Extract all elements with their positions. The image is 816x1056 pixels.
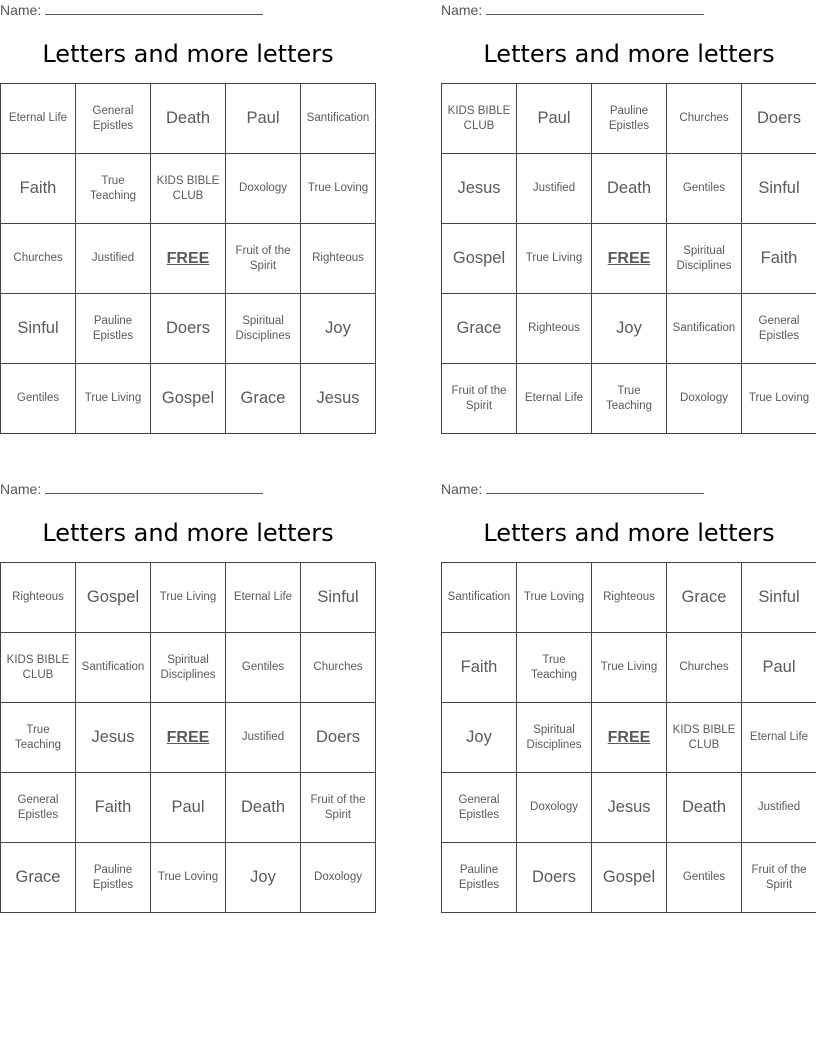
grid-row [1, 703, 376, 773]
bingo-cell: Gentiles [667, 154, 742, 224]
grid-row [1, 154, 376, 224]
grid-row [1, 633, 376, 703]
name-label: Name: [0, 2, 42, 18]
bingo-cell: True Teaching [1, 703, 76, 773]
bingo-cell: Doxology [667, 364, 742, 434]
bingo-cell: Gospel [151, 364, 226, 434]
bingo-cell: Justified [226, 703, 301, 773]
bingo-cell: Death [151, 84, 226, 154]
bingo-cell: True Living [592, 633, 667, 703]
bingo-cell: KIDS BIBLE CLUB [442, 84, 517, 154]
card-title: Letters and more letters [483, 40, 775, 68]
grid-row [442, 84, 816, 154]
bingo-cell: Eternal Life [517, 364, 592, 434]
bingo-cell: Righteous [301, 224, 376, 294]
bingo-cell: Grace [1, 843, 76, 913]
bingo-cell: Doers [517, 843, 592, 913]
grid-row [442, 773, 816, 843]
bingo-cell: Grace [442, 294, 517, 364]
bingo-cell: Joy [442, 703, 517, 773]
bingo-cell: Fruit of the Spirit [226, 224, 301, 294]
bingo-cell: Gospel [76, 563, 151, 633]
bingo-cell: True Living [517, 224, 592, 294]
bingo-cell: Death [226, 773, 301, 843]
bingo-cell: Justified [742, 773, 816, 843]
bingo-grid [441, 562, 816, 913]
bingo-cell: Doxology [301, 843, 376, 913]
bingo-cell: True Loving [517, 563, 592, 633]
bingo-cell: Jesus [301, 364, 376, 434]
name-field [441, 2, 704, 18]
name-field [441, 481, 704, 497]
bingo-cell: Righteous [1, 563, 76, 633]
bingo-grid [441, 83, 816, 434]
name-label: Name: [0, 481, 42, 497]
bingo-cell: Sinful [742, 154, 816, 224]
bingo-cell: Eternal Life [226, 563, 301, 633]
bingo-cell: Pauline Epistles [442, 843, 517, 913]
grid-row [1, 224, 376, 294]
bingo-cell: KIDS BIBLE CLUB [151, 154, 226, 224]
bingo-cell: Churches [301, 633, 376, 703]
bingo-cell: Justified [517, 154, 592, 224]
bingo-card-3 [0, 479, 376, 909]
name-label: Name: [441, 2, 483, 18]
bingo-cell: Churches [667, 633, 742, 703]
bingo-cell: Grace [667, 563, 742, 633]
bingo-cell: Spiritual Disciplines [667, 224, 742, 294]
grid-row [1, 84, 376, 154]
free-space: FREE [592, 703, 667, 773]
name-field [0, 481, 263, 497]
bingo-card-1 [0, 0, 376, 430]
bingo-cell: Pauline Epistles [592, 84, 667, 154]
bingo-cell: Sinful [1, 294, 76, 364]
bingo-grid [0, 83, 376, 434]
bingo-cell: Faith [76, 773, 151, 843]
bingo-cell: Joy [592, 294, 667, 364]
bingo-cell: Doers [742, 84, 816, 154]
bingo-cell: Jesus [592, 773, 667, 843]
bingo-cell: Faith [742, 224, 816, 294]
bingo-cell: Pauline Epistles [76, 294, 151, 364]
name-underline[interactable] [45, 2, 263, 15]
bingo-cell: Death [592, 154, 667, 224]
name-underline[interactable] [486, 481, 704, 494]
bingo-cell: General Epistles [442, 773, 517, 843]
bingo-cell: Gospel [442, 224, 517, 294]
bingo-cell: KIDS BIBLE CLUB [1, 633, 76, 703]
bingo-cell: Spiritual Disciplines [517, 703, 592, 773]
bingo-cell: Fruit of the Spirit [742, 843, 816, 913]
grid-row [1, 563, 376, 633]
grid-row [442, 224, 816, 294]
bingo-cell: Eternal Life [742, 703, 816, 773]
name-field [0, 2, 263, 18]
bingo-cell: Churches [667, 84, 742, 154]
bingo-cell: Doxology [226, 154, 301, 224]
bingo-cell: Santification [667, 294, 742, 364]
bingo-cell: Pauline Epistles [76, 843, 151, 913]
bingo-card-4 [441, 479, 816, 909]
card-title: Letters and more letters [42, 519, 334, 547]
name-underline[interactable] [486, 2, 704, 15]
bingo-cell: Justified [76, 224, 151, 294]
bingo-cell: True Loving [151, 843, 226, 913]
bingo-cell: Paul [226, 84, 301, 154]
bingo-cell: Gentiles [1, 364, 76, 434]
grid-row [1, 843, 376, 913]
grid-row [442, 843, 816, 913]
grid-row [442, 154, 816, 224]
free-space: FREE [592, 224, 667, 294]
bingo-cell: Doxology [517, 773, 592, 843]
grid-row [442, 364, 816, 434]
bingo-cell: True Teaching [517, 633, 592, 703]
bingo-cell: Churches [1, 224, 76, 294]
bingo-cell: Death [667, 773, 742, 843]
card-title: Letters and more letters [42, 40, 334, 68]
bingo-cell: Faith [442, 633, 517, 703]
bingo-cell: Gentiles [667, 843, 742, 913]
free-space: FREE [151, 703, 226, 773]
bingo-cell: Gentiles [226, 633, 301, 703]
free-space: FREE [151, 224, 226, 294]
bingo-cell: Paul [151, 773, 226, 843]
grid-row [1, 364, 376, 434]
bingo-cell: Doers [151, 294, 226, 364]
bingo-cell: True Teaching [592, 364, 667, 434]
bingo-cell: Spiritual Disciplines [151, 633, 226, 703]
bingo-cell: True Living [76, 364, 151, 434]
bingo-cell: True Living [151, 563, 226, 633]
bingo-cell: Righteous [517, 294, 592, 364]
grid-row [1, 294, 376, 364]
grid-row [442, 563, 816, 633]
bingo-grid [0, 562, 376, 913]
bingo-cell: General Epistles [1, 773, 76, 843]
bingo-cell: Joy [301, 294, 376, 364]
bingo-cell: Paul [517, 84, 592, 154]
bingo-cell: Spiritual Disciplines [226, 294, 301, 364]
card-title: Letters and more letters [483, 519, 775, 547]
bingo-cell: KIDS BIBLE CLUB [667, 703, 742, 773]
bingo-cell: Righteous [592, 563, 667, 633]
bingo-cell: Faith [1, 154, 76, 224]
bingo-cell: Fruit of the Spirit [442, 364, 517, 434]
bingo-cell: Jesus [442, 154, 517, 224]
bingo-cell: Santification [76, 633, 151, 703]
bingo-cell: Paul [742, 633, 816, 703]
bingo-cell: Sinful [301, 563, 376, 633]
bingo-cell: Grace [226, 364, 301, 434]
bingo-cell: General Epistles [742, 294, 816, 364]
bingo-cell: Gospel [592, 843, 667, 913]
bingo-cell: True Loving [301, 154, 376, 224]
name-underline[interactable] [45, 481, 263, 494]
grid-row [442, 633, 816, 703]
bingo-cell: Fruit of the Spirit [301, 773, 376, 843]
grid-row [1, 773, 376, 843]
bingo-cell: Sinful [742, 563, 816, 633]
bingo-cell: True Teaching [76, 154, 151, 224]
bingo-cell: General Epistles [76, 84, 151, 154]
bingo-cell: Santification [301, 84, 376, 154]
grid-row [442, 294, 816, 364]
name-label: Name: [441, 481, 483, 497]
bingo-cell: True Loving [742, 364, 816, 434]
bingo-cell: Doers [301, 703, 376, 773]
grid-row [442, 703, 816, 773]
bingo-cell: Eternal Life [1, 84, 76, 154]
bingo-card-2 [441, 0, 816, 430]
bingo-cell: Jesus [76, 703, 151, 773]
bingo-cell: Joy [226, 843, 301, 913]
bingo-cell: Santification [442, 563, 517, 633]
